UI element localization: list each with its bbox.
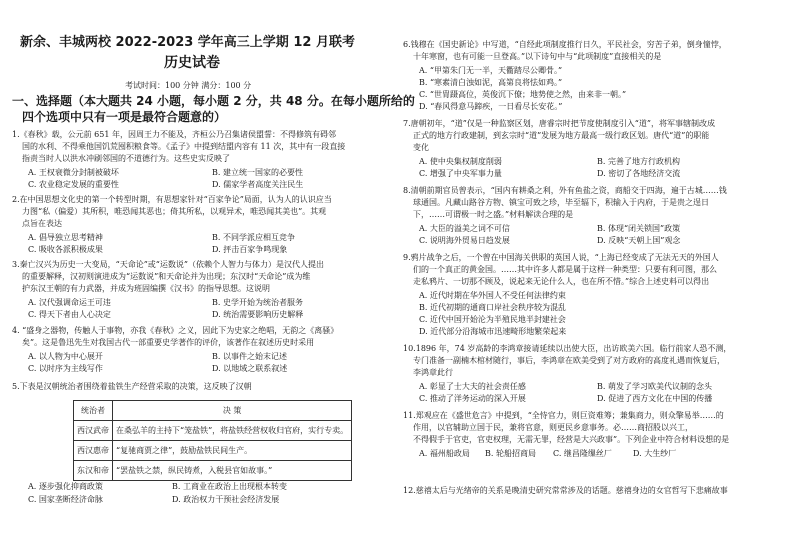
q2-option-a: A. 倡导独立思考精神 [28,233,103,242]
q2-line: 力图“私（偏爱）其所积，唯恐闻其恶也；倚其所私，以观异术，唯恐闻其美也”。其观 [22,207,327,216]
q3-line: 3.秦亡汉兴为历史一大变局，“天命论”或“运数说”（依赖个人智力与体力）是汉代人提出 [12,260,324,269]
q3-option-c: C. 得天下者由人心决定 [28,310,111,319]
q5-line: 5.下表是汉朝统治者围绕着盐铁生产经营采取的决策，这反映了汉朝 [12,382,252,391]
q2-option-c: C. 吸收各派积极成果 [28,245,103,254]
q9-option-b: B. 近代初期的通商口岸社会秩序较为混乱 [419,303,566,312]
table-header-cell: 决 策 [113,401,352,421]
q10-line: 专门准备一副楠木棺材随行，事后，李鸿章在欧美受到了对方政府的高度礼遇而恢复后， [413,356,725,365]
q6-option-d: D. “春风得意马蹄疾，一日看尽长安花。” [419,102,563,111]
q1-option-a: A. 王权衰微分封制被破坏 [28,168,119,177]
q4-line: 4. “盛身之器物，传触人于事物，亦我《春秋》之义，因此下为史家之绝唱，无韵之《离骚》 [12,326,339,335]
q3-line: 的重要解释，汉初则演进成为“运数说”和天命论并为出现；东汉时“天命论”成为维 [22,272,311,281]
q9-option-a: A. 近代时期在华外国人不受任何法律约束 [419,291,566,300]
q7-option-b: B. 完善了地方行政机构 [597,157,680,166]
q10-option-d: D. 促进了西方文化在中国的传播 [597,394,713,403]
q7-option-d: D. 密切了各地经济交流 [597,169,681,178]
q6-option-b: B. “寒素清白浊如泥，高第良将怯如鸡。” [419,78,563,87]
q12-line: 12.慈禧太后与光绪帝的关系是晚清史研究常常涉及的话题。慈禧身边的女官哲写下悲痛故事 [403,486,728,495]
q2-option-b: B. 不同学派应相互竞争 [212,233,295,242]
table-cell: “复驰商贾之律”，鼓励盐铁民间生产。 [113,441,352,461]
q7-option-c: C. 增强了中央军事力量 [419,169,502,178]
q4-line: 矣”。这是鲁迅先生对我国古代一部重要史学著作的评价，该著作在叙述历史时采用 [22,338,315,347]
q4-option-a: A. 以人物为中心展开 [28,352,103,361]
q7-line: 7.唐朝初年，“道”仅是一种监察区划，唐睿宗时把节度使制度引入“道”，将军事辖制改成 [403,119,715,128]
q4-option-b: B. 以事件之始末记述 [212,352,287,361]
q2-line: 2.在中国思想文化史的第一个转型时期，有思想家针对“百家争论”局面，认为人的认识应当 [12,195,332,204]
q8-line: 8.清朝前期官员曾表示，“国内有耕桑之利，外有鱼盐之资，商船交于四海，遍于古城……钱 [403,186,727,195]
q6-line: 十年寒窗，也有可能一旦登高。”以下诗句中与“此项制度”直接相关的是 [413,52,662,61]
exam-meta: 考试时间：100 分钟 满分：100 分 [125,81,252,90]
q11-option-d: D. 大生纱厂 [633,449,677,458]
exam-subtitle: 历史试卷 [164,55,220,71]
q1-option-c: C. 农业稳定发展的重要性 [28,180,119,189]
table-row [74,441,352,461]
table-header-row [74,401,352,421]
table-cell: 西汉惠帝 [74,441,113,461]
q7-line: 正式的地方行政建制，到玄宗时“道”发展为地方最高一级行政区划。唐代“道”的职能 [413,131,710,140]
q10-option-a: A. 彰显了士大夫的社会责任感 [419,382,526,391]
q2-line: 点旨在表达 [22,219,62,228]
q8-option-c: C. 说明海外贸易日趋发展 [419,236,510,245]
table-header-cell: 统治者 [74,401,113,421]
q5-option-a: A. 逐步强化抑商政策 [28,482,103,491]
q9-option-c: C. 近代中国开始沦为半殖民地半封建社会 [419,315,566,324]
q9-line: 走私鸦片、一切那不顾及，说起来无论什么人，也在所不惜。”综合上述史料可以得出 [413,277,710,286]
table-cell: 西汉武帝 [74,421,113,441]
q5-option-c: C. 国家垄断经济命脉 [28,495,103,504]
policy-table [73,400,352,481]
q8-line: 下，……可谓极一时之盛。”材料解读合理的是 [413,210,574,219]
q2-option-d: D. 抨击百家争鸣现象 [212,245,288,254]
q8-option-a: A. 大臣的溢美之词不可信 [419,224,510,233]
q3-option-b: B. 史学开始为统治者服务 [212,298,303,307]
q11-line: 11.郑观应在《盛世危言》中提到，“全恃官力，则巨资难筹；兼集商力，则众擎易举……的 [403,411,724,420]
q7-option-a: A. 使中央集权制度削弱 [419,157,502,166]
q6-option-c: C. “世胄蹑高位，英俊沉下僚；地势使之然，由来非一朝。” [419,90,627,99]
q11-line: 不得假手于官吏，官吏权理，无需无罪，经营是大兴政事”。下列企业中符合材料设想的是 [413,435,730,444]
q11-line: 作用，以官辅助立国于民，兼将官意，则更民乡意事务。必……商招股以兴工， [413,423,693,432]
q8-option-b: B. 体现“闭关锁国”政策 [597,224,681,233]
table-row [74,421,352,441]
q10-line: 李鸿章此行 [413,368,453,377]
q11-option-c: C. 继昌隆缫丝厂 [553,449,612,458]
q11-option-b: B. 轮船招商局 [485,449,536,458]
q9-line: 9.鸦片战争之后，一个曾在中国海关供职的英国人说，“上海已经变成了无法无天的外国人 [403,253,719,262]
section-title: 一、选择题（本大题共 24 小题，每小题 2 分，共 48 分。在每小题所给的 [12,94,415,108]
q7-line: 变化 [413,143,429,152]
q6-line: 6.钱穆在《国史新论》中写道，“自经此项制度推行日久，平民社会，穷苦子弟，倒身憧悖， [403,40,727,49]
exam-title: 新余、丰城两校 2022-2023 学年高三上学期 12 月联考 [20,35,355,50]
q3-option-d: D. 统治需要影响历史解释 [212,310,304,319]
q1-line: 指责当时人以洪水冲刷邻国的不道德行为。这些史实反映了 [22,154,230,163]
q10-line: 10.1896 年，74 岁高龄的李鸿章接请延续以出使大臣，出访欧美六国。临行前家人恐不测， [403,344,732,353]
q8-option-d: D. 反映“天朝上国”观念 [597,236,681,245]
q3-line: 护东汉王朝的有力武器，并成为班固编撰《汉书》的指导思想。这说明 [22,284,270,293]
q1-option-d: D. 儒家学者高度关注民生 [212,180,304,189]
q5-option-b: B. 工商业在政治上出现根本转变 [172,482,287,491]
q1-line: 1.《春秋》载，公元前 651 年，因周王力不能及，齐桓公乃召集诸侯盟誓：不得修筑有碍邻 [12,130,336,139]
table-cell: “罢盐铁之禁，纵民铸煮，入税县官如故事。” [113,461,352,481]
q11-option-a: A. 福州船政局 [419,449,470,458]
table-cell: 东汉和帝 [74,461,113,481]
q4-option-c: C. 以时序为主线写作 [28,364,103,373]
q8-line: 球通国。凡藏山路谷方物、镇宝可致之珍，毕至辐下，积输入于内府，于是贵之逞日 [413,198,709,207]
table-cell: 在桑弘羊的主持下“笼盐铁”，将盐铁经营权收归官府，实行专卖。 [113,421,352,441]
q4-option-d: D. 以地域之联系叙述 [212,364,288,373]
q1-option-b: B. 建立统一国家的必要性 [212,168,303,177]
q1-line: 国的水利、不得乘他国饥荒囤积粮食等。《孟子》中提到结盟内容有 11 次，其中有一段直接 [22,142,346,151]
q9-option-d: D. 近代部分沿海城市迅速畸形地繁荣起来 [419,327,567,336]
q5-option-d: D. 政治权力干预社会经济发展 [172,495,280,504]
q10-option-b: B. 萌发了学习欧美代议制的念头 [597,382,712,391]
q3-option-a: A. 汉代强调命运王可违 [28,298,111,307]
q9-line: 们的一个真正的黄金国。……其中许多人都是属于这样一种类型：只要有利可图，那么 [413,265,717,274]
section-title-2: 四个选项中只有一项是最符合题意的） [22,110,227,124]
q10-option-c: C. 推动了洋务运动的深入开展 [419,394,526,403]
q6-option-a: A. “甲第朱门无一半，天衢踏尽公卿骨。” [419,66,563,75]
table-row [74,461,352,481]
